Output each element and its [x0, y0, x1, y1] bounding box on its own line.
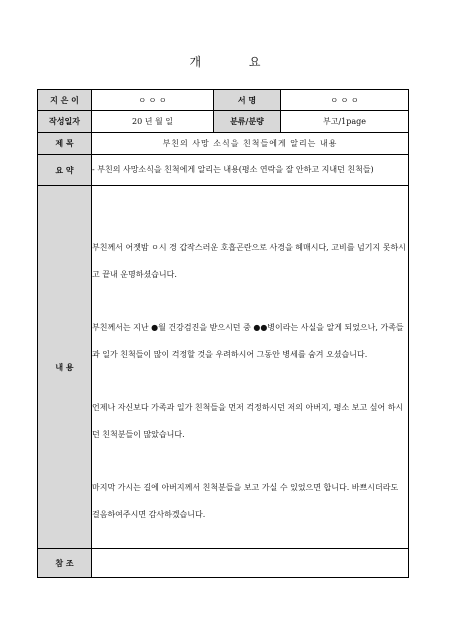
reference-label: 참 조 — [38, 549, 92, 578]
content-paragraph: 마지막 가시는 길에 아버지께서 친척분들을 보고 가실 수 있었으면 합니다. 바쁘시더라도 걸음하여주시면 감사하겠습니다. — [92, 482, 399, 519]
content-paragraph: 부친께서 어젯밤 ㅇ시 경 갑작스러운 호흡곤란으로 사경을 헤매시다, 고비를 넘기지 못하시고 끝내 운명하셨습니다. — [92, 242, 406, 279]
author-label: 지 은 이 — [38, 90, 92, 111]
content-body — [92, 186, 409, 549]
date-row — [38, 111, 409, 133]
author-row — [38, 90, 409, 111]
content-row — [38, 186, 409, 549]
subject-label: 제 목 — [38, 133, 92, 155]
content-label: 내 용 — [38, 186, 92, 549]
reference-value — [92, 549, 409, 578]
subject-value: 부친의 사망 소식을 친척들에게 알리는 내용 — [92, 133, 409, 155]
date-label: 작성일자 — [38, 111, 92, 133]
outline-form — [37, 89, 409, 578]
reference-row — [38, 549, 409, 578]
subject-row — [38, 133, 409, 155]
category-label: 분류/분량 — [214, 111, 281, 133]
content-paragraph: 언제나 자신보다 가족과 일가 친척들을 먼저 걱정하시던 저의 아버지, 평소 보고 싶어 하시던 친척분들이 많았습니다. — [92, 402, 404, 439]
summary-label: 요 약 — [38, 155, 92, 186]
signature-label: 서 명 — [214, 90, 281, 111]
summary-row — [38, 155, 409, 186]
document-title: 개 요 — [189, 55, 283, 69]
signature-value: ㅇ ㅇ ㅇ — [281, 90, 409, 111]
category-value: 부고/1page — [281, 111, 409, 133]
summary-value: - 부친의 사망소식을 친척에게 알리는 내용(평소 연락을 잘 안하고 지내던 친척들) — [92, 155, 409, 186]
content-paragraph: 부친께서는 지난 ●월 건강검진을 받으시던 중 ●●병이라는 사실을 알게 되었으나, 가족들과 일가 친척들이 많이 걱정할 것을 우려하시어 그동안 병세를 숨겨 오셨습니다. — [92, 322, 404, 359]
author-value: ㅇ ㅇ ㅇ — [92, 90, 214, 111]
date-value: 20 년 월 일 — [92, 111, 214, 133]
